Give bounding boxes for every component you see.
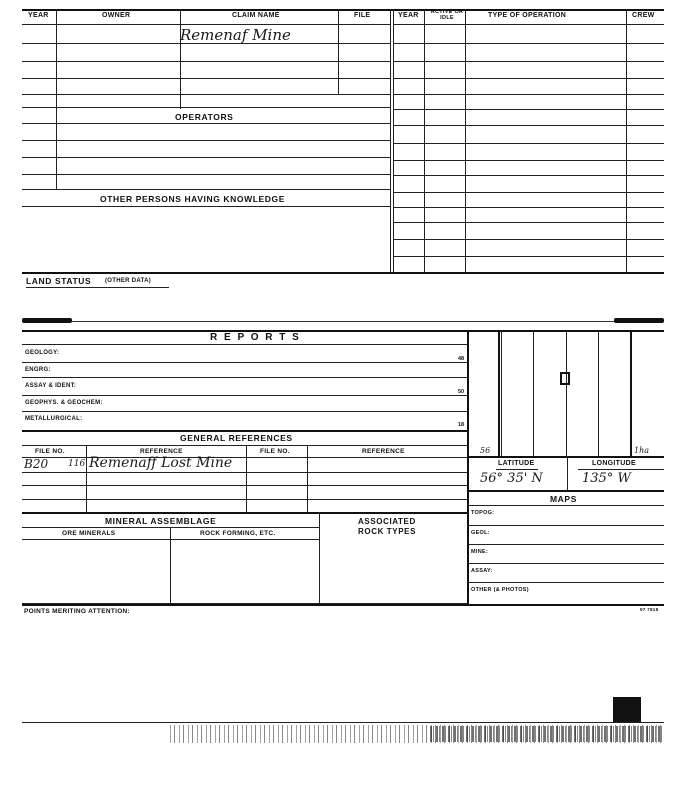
latitude-label: LATITUDE bbox=[498, 460, 535, 467]
latitude-value: 56° 35' N bbox=[480, 471, 543, 486]
rock-types-label: ROCK TYPES bbox=[358, 527, 417, 536]
land-status-label: LAND STATUS bbox=[26, 276, 92, 286]
lat-degree-label: 56 bbox=[480, 446, 491, 455]
gr-entry-reference: Remenaff Lost Mine bbox=[89, 455, 233, 471]
header-owner: OWNER bbox=[102, 12, 131, 19]
general-references-title: GENERAL REFERENCES bbox=[180, 433, 293, 443]
gr-header-reference: REFERENCE bbox=[140, 448, 183, 455]
report-metallurgical: METALLURGICAL: bbox=[25, 416, 83, 422]
gr-header-file-no: FILE NO. bbox=[35, 448, 65, 455]
location-marker bbox=[560, 372, 570, 385]
report-metallurgical-num: 18 bbox=[458, 422, 465, 428]
rock-forming-label: ROCK FORMING, ETC. bbox=[200, 530, 276, 537]
reports-title: R E P O R T S bbox=[210, 332, 301, 343]
land-status-sub: (OTHER DATA) bbox=[105, 278, 152, 284]
scan-noise-dense bbox=[430, 726, 664, 742]
report-assay-num: 50 bbox=[458, 389, 465, 395]
claim-name-entry: Remenaf Mine bbox=[180, 26, 291, 44]
report-geophys: GEOPHYS. & GEOCHEM: bbox=[25, 400, 103, 406]
maps-geol: GEOL: bbox=[471, 530, 490, 536]
maps-topog: TOPOG: bbox=[471, 510, 495, 516]
longitude-value: 135° W bbox=[582, 471, 631, 486]
gr-entry-file-no: B20 bbox=[24, 457, 49, 471]
header-crew: CREW bbox=[632, 12, 655, 19]
scan-mark bbox=[613, 697, 641, 723]
points-meriting-label: POINTS MERITING ATTENTION: bbox=[24, 608, 131, 615]
gr-entry-page: 116 bbox=[68, 459, 86, 469]
header-activity-year: YEAR bbox=[398, 12, 419, 19]
header-active-or-idle: ACTIVE OR IDLE bbox=[430, 9, 464, 21]
longitude-label: LONGITUDE bbox=[592, 460, 636, 467]
header-year: YEAR bbox=[28, 12, 49, 19]
gr-header-reference-2: REFERENCE bbox=[362, 448, 405, 455]
section-divider bbox=[22, 318, 664, 323]
report-geology-num: 48 bbox=[458, 356, 465, 362]
gr-header-file-no-2: FILE NO. bbox=[260, 448, 290, 455]
form-number: 97 7818 bbox=[640, 607, 659, 612]
operators-label: OPERATORS bbox=[175, 112, 234, 122]
header-type-of-operation: TYPE OF OPERATION bbox=[488, 12, 567, 19]
maps-assay: ASSAY: bbox=[471, 568, 493, 574]
maps-other: OTHER (& PHOTOS) bbox=[471, 587, 529, 593]
long-degree-label: 1ha bbox=[634, 446, 650, 455]
other-persons-label: OTHER PERSONS HAVING KNOWLEDGE bbox=[100, 194, 286, 204]
associated-label: ASSOCIATED bbox=[358, 517, 416, 526]
report-geology: GEOLOGY: bbox=[25, 350, 60, 356]
mineral-assemblage-title: MINERAL ASSEMBLAGE bbox=[105, 516, 217, 526]
header-claim-name: CLAIM NAME bbox=[232, 12, 280, 19]
ore-minerals-label: ORE MINERALS bbox=[62, 530, 116, 537]
maps-mine: MINE: bbox=[471, 549, 489, 555]
maps-title: MAPS bbox=[550, 494, 577, 504]
header-file: FILE bbox=[354, 12, 371, 19]
report-assay: ASSAY & IDENT: bbox=[25, 383, 77, 389]
report-engrg: ENGRG: bbox=[25, 367, 51, 373]
